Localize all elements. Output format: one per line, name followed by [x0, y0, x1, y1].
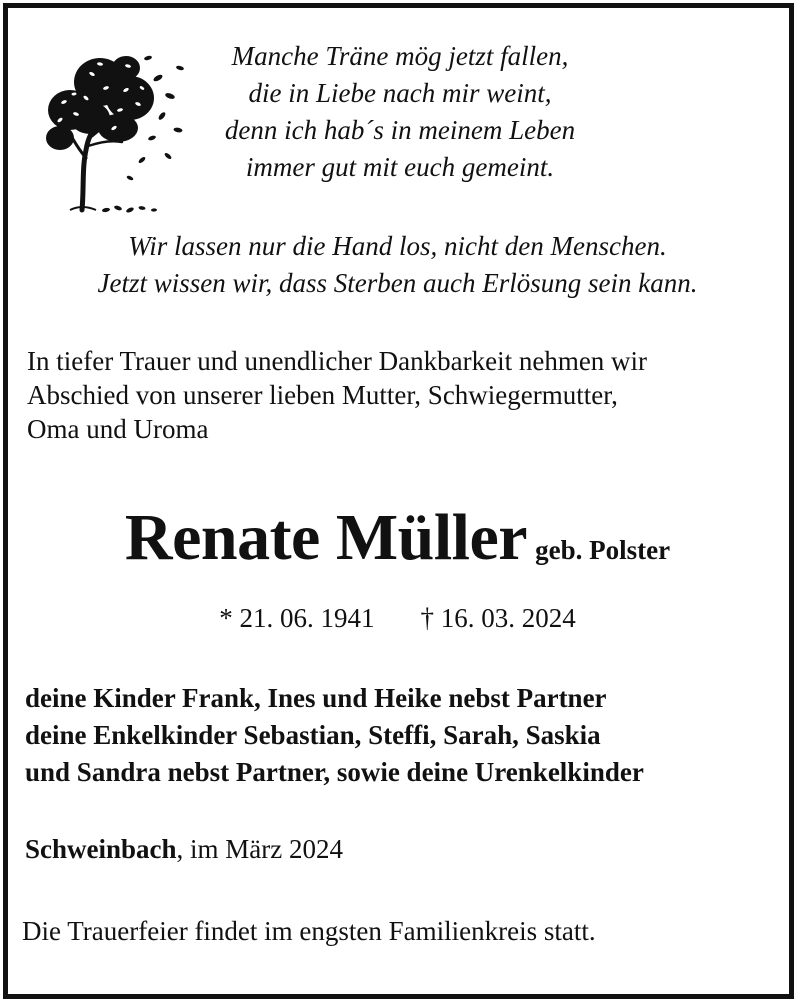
poem [190, 38, 610, 186]
funeral-notice: Die Trauerfeier findet im engsten Familienkreis statt. [22, 916, 596, 946]
poem-line: Manche Träne mög jetzt fallen, [231, 41, 569, 71]
second-verse [10, 228, 785, 302]
birth-date: * 21. 06. 1941 [219, 603, 375, 633]
month-year: , im März 2024 [176, 834, 344, 864]
intro-line: Abschied von unserer lieben Mutter, Schwiegermutter, [27, 380, 618, 410]
deceased-name-line [0, 500, 795, 576]
verse-line: Jetzt wissen wir, dass Sterben auch Erlösung sein kann. [97, 268, 698, 298]
mourning-intro [27, 344, 777, 446]
family-members [25, 680, 785, 791]
tree-icon [30, 38, 190, 218]
death-date: † 16. 03. 2024 [420, 603, 576, 633]
family-line: deine Enkelkinder Sebastian, Steffi, Sarah, Saskia [25, 720, 601, 750]
life-dates [0, 603, 795, 634]
town-name: Schweinbach [25, 834, 177, 864]
intro-line: In tiefer Trauer und unendlicher Dankbarkeit nehmen wir [27, 346, 648, 376]
family-line: deine Kinder Frank, Ines und Heike nebst Partner [25, 683, 607, 713]
intro-line: Oma und Uroma [27, 414, 209, 444]
poem-line: denn ich hab´s in meinem Leben [224, 115, 576, 145]
place-and-date [25, 834, 785, 865]
poem-line: die in Liebe nach mir weint, [248, 78, 552, 108]
verse-line: Wir lassen nur die Hand los, nicht den Menschen. [128, 231, 667, 261]
family-line: und Sandra nebst Partner, sowie deine Urenkelkinder [25, 757, 644, 787]
deceased-name: Renate Müller [124, 501, 528, 574]
poem-line: immer gut mit euch gemeint. [245, 152, 555, 182]
maiden-name: geb. Polster [535, 535, 671, 565]
